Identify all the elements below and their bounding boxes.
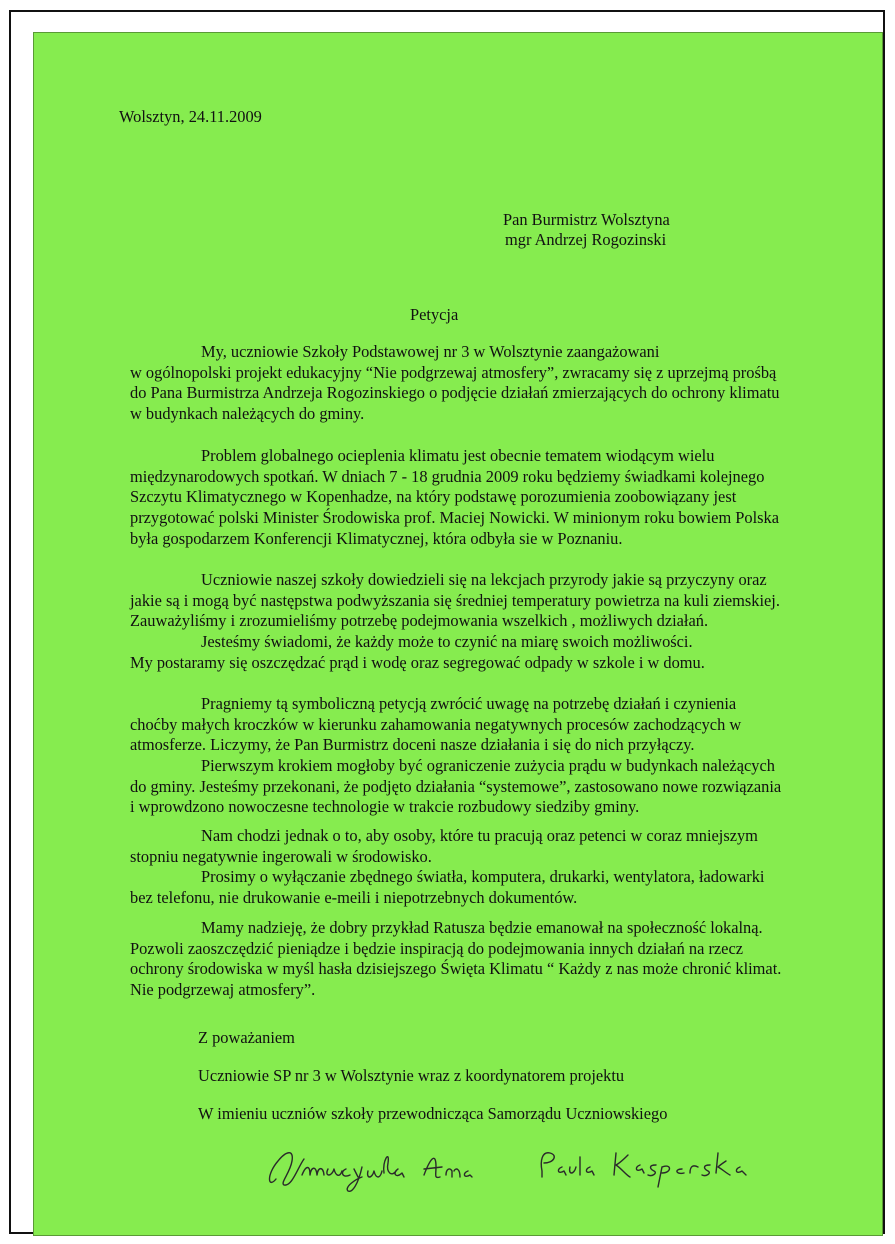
text-line: Nie podgrzewaj atmosfery”. bbox=[130, 980, 316, 1000]
text-line: jakie są i mogą być następstwa podwyższania się średniej temperatury powietrza na kuli ziemskiej. bbox=[130, 590, 780, 610]
closing: Z poważaniem bbox=[198, 1028, 295, 1047]
text-line: w budynkach należących do gminy. bbox=[130, 404, 365, 424]
paragraph bbox=[130, 825, 820, 908]
text-line: stopniu negatywnie ingerowali w środowisko. bbox=[130, 846, 432, 866]
text-line: Jesteśmy świadomi, że każdy może to czynić na miarę swoich możliwości. bbox=[201, 632, 693, 652]
text-line: i wprowdzono nowoczesne technologie w trakcie rozbudowy siedziby gminy. bbox=[130, 797, 640, 817]
recipient-block bbox=[503, 209, 670, 249]
text-line: Uczniowie naszej szkoły dowiedzieli się na lekcjach przyrody jakie są przyczyny oraz bbox=[201, 570, 767, 589]
text-line: ochrony środowiska w myśl hasła dzisiejszego Święta Klimatu “ Każdy z nas może chronić klimat. bbox=[130, 959, 782, 979]
text-line: choćby małych kroczków w kierunku zahamowania negatywnych procesów zachodzących w bbox=[130, 714, 742, 734]
recipient-line: mgr Andrzej Rogozinski bbox=[505, 230, 667, 249]
paragraph bbox=[130, 341, 820, 424]
text-line: była gospodarzem Konferencji Klimatycznej, która odbyła sie w Poznaniu. bbox=[130, 528, 623, 548]
paragraph bbox=[130, 917, 820, 1000]
text-line: Nam chodzi jednak o to, aby osoby, które tu pracują oraz petenci w coraz mniejszym bbox=[201, 826, 758, 845]
recipient-line: Pan Burmistrz Wolsztyna bbox=[503, 210, 670, 229]
text-line: My postaramy się oszczędzać prąd i wodę oraz segregować odpady w szkole i w domu. bbox=[130, 652, 705, 672]
text-line: Pierwszym krokiem mogłoby być ograniczenie zużycia prądu w budynkach należących bbox=[201, 756, 775, 776]
text-line: międzynarodowych spotkań. W dniach 7 - 18 grudnia 2009 roku będziemy świadkami kolejnego bbox=[130, 466, 765, 486]
text-line: do gminy. Jesteśmy przekonani, że podjęto działania “systemowe”, zastosowano nowe rozwiązania bbox=[130, 776, 782, 796]
signature-paula bbox=[541, 1153, 746, 1187]
signoff-students: Uczniowie SP nr 3 w Wolsztynie wraz z koordynatorem projektu bbox=[198, 1066, 625, 1085]
letter-sheet bbox=[33, 32, 883, 1236]
paragraph bbox=[130, 569, 820, 672]
text-line: do Pana Burmistrza Andrzeja Rogozinskiego o podjęcie działań zmierzających do ochrony klimatu bbox=[130, 383, 780, 403]
date-line: Wolsztyn, 24.11.2009 bbox=[119, 107, 262, 126]
paragraph bbox=[130, 445, 820, 548]
text-line: przygotować polski Minister Środowiska prof. Maciej Nowicki. W minionym roku bowiem Polska bbox=[130, 508, 780, 528]
letter-title: Petycja bbox=[410, 305, 459, 324]
text-line: My, uczniowie Szkoły Podstawowej nr 3 w Wolsztynie zaangażowani bbox=[201, 342, 660, 361]
handwritten-signatures bbox=[264, 1131, 764, 1201]
paragraph bbox=[130, 693, 820, 817]
text-line: Zauważyliśmy i zrozumieliśmy potrzebę podejmowania wszelkich , możliwych działań. bbox=[130, 611, 709, 631]
text-line: w ogólnopolski projekt edukacyjny “Nie podgrzewaj atmosfery”, zwracamy się z uprzejmą prośbą bbox=[130, 362, 777, 382]
page-frame bbox=[9, 10, 885, 1234]
text-line: Problem globalnego ocieplenia klimatu jest obecnie tematem wiodącym wielu bbox=[201, 446, 715, 465]
text-line: Pozwoli zaoszczędzić pieniądze i będzie inspiracją do podejmowania innych działań na rzecz bbox=[130, 938, 744, 958]
text-line: Szczytu Klimatycznego w Kopenhadze, na który podstawę porozumienia zoobowiązany jest bbox=[130, 487, 737, 507]
text-line: Mamy nadzieję, że dobry przykład Ratusza będzie emanował na społeczność lokalną. bbox=[201, 918, 763, 937]
text-line: Prosimy o wyłączanie zbędnego światła, komputera, drukarki, wentylatora, ładowarki bbox=[201, 867, 765, 887]
text-line: Pragniemy tą symboliczną petycją zwrócić uwagę na potrzebę działań i czynienia bbox=[201, 694, 737, 713]
text-line: atmosferze. Liczymy, że Pan Burmistrz doceni nasze działania i się do nich przyłączy. bbox=[130, 735, 695, 755]
signature-anna bbox=[270, 1153, 473, 1192]
signoff-council: W imieniu uczniów szkoły przewodnicząca Samorządu Uczniowskiego bbox=[198, 1104, 668, 1123]
text-line: bez telefonu, nie drukowanie e-meili i niepotrzebnych dokumentów. bbox=[130, 888, 578, 908]
